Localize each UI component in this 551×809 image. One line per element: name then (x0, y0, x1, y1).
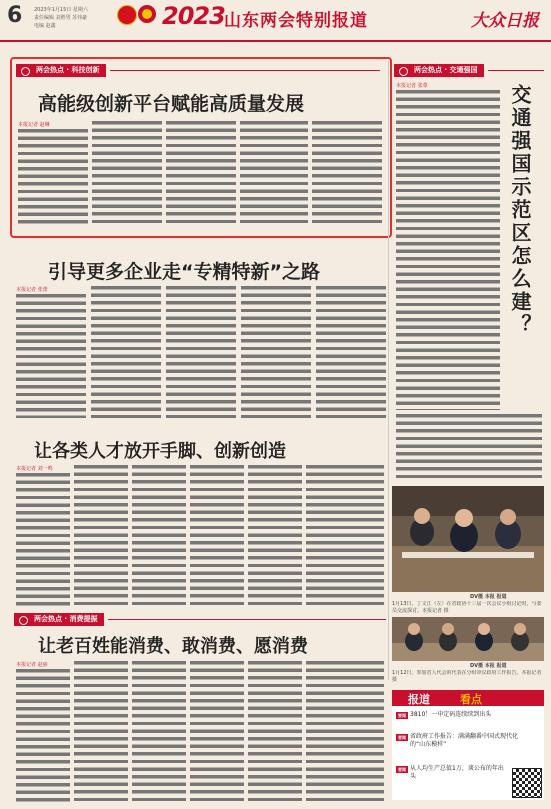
news-box-title-2: 看点 (460, 693, 482, 706)
headline-a4: 让老百姓能消费、敢消费、愿消费 (38, 636, 308, 657)
news-item-1[interactable]: 3810！一申定码连续续到出头 (410, 711, 492, 718)
cppcc-emblem-icon (138, 5, 156, 23)
a4-col3 (132, 661, 186, 803)
masthead (0, 0, 551, 42)
national-emblem-icon (117, 5, 137, 25)
a1-col4 (240, 121, 308, 227)
section-tag-consume: 两会热点 · 消费提振 (14, 613, 104, 626)
a4-col5 (248, 661, 302, 803)
tag-rule (108, 619, 386, 620)
caption-author-2: DV摄 本报 报道 (470, 663, 507, 669)
a2-col2 (91, 286, 161, 418)
byline-a2: 本报记者 张蕾 (16, 287, 48, 293)
meta-date: 2023年1月15日 星期六 (34, 7, 88, 13)
qr-code-icon[interactable] (512, 768, 542, 798)
news-item-3[interactable]: 从人均生产总值1万，谈公布的年出头 (410, 765, 504, 780)
a3-col1 (16, 473, 70, 607)
section-tag-tech: 两会热点 · 科技创新 (16, 64, 106, 77)
tag-rule (488, 70, 544, 71)
a3-col5 (248, 465, 302, 607)
meta-editors: 责任编辑 刘胜男 苏伟豪 (34, 15, 88, 21)
paper-logo: 大众日报 (471, 11, 539, 31)
byline-a3: 本报记者 刘一鸣 (16, 466, 53, 472)
a1-col2 (92, 121, 162, 227)
a4-col1 (16, 669, 70, 803)
byline-a5: 本报记者 张尊 (396, 83, 428, 89)
a2-col5 (316, 286, 386, 418)
headline-a2: 引导更多企业走“专精特新”之路 (48, 261, 320, 283)
issue-meta (34, 6, 109, 30)
news-badge-3: 要闻 (398, 767, 406, 772)
page-number: 6 (7, 3, 23, 28)
tag-rule (110, 70, 380, 71)
a3-col4 (190, 465, 244, 607)
a4-col2 (74, 661, 128, 803)
caption-2: 1月12日，参加省人代会的代表在分组审议政府工作报告。本报记者 摄 (392, 670, 542, 683)
a5-col2 (396, 414, 542, 482)
headline-a3: 让各类人才放开手脚、创新创造 (34, 441, 286, 462)
caption-author-1: DV摄 本报 报道 (470, 594, 507, 600)
a2-col1 (16, 294, 86, 418)
headline-a1: 高能级创新平台赋能高质量发展 (38, 93, 305, 115)
a4-col6 (306, 661, 384, 803)
meta-electronic-editor: 电编 赵鑫 (34, 23, 56, 29)
news-item-2[interactable]: 省政府工作报告：满满翻番中国式现代化的“山东模样” (410, 733, 519, 748)
news-box-title: 报道 (408, 693, 430, 706)
a1-col3 (166, 121, 236, 227)
meeting-photo-2 (392, 617, 544, 661)
column-divider (388, 60, 389, 680)
a3-col6 (306, 465, 384, 607)
a1-col1 (18, 129, 88, 227)
headline-a5: 交通强国示范区怎么建？ (508, 84, 532, 337)
news-badge-1: 要闻 (398, 713, 406, 718)
meeting-photo-1 (392, 486, 544, 592)
section-tag-traffic: 两会热点 · 交通强国 (394, 64, 484, 77)
a2-col4 (241, 286, 311, 418)
byline-a1: 本报记者 赵琳 (18, 122, 50, 128)
caption-1: 1月13日，丁文江（左）在省政协十三届一次会议小组讨论时，与委员交流探讨。本报记者 摄 (392, 601, 542, 614)
a3-col3 (132, 465, 186, 607)
byline-a4: 本报记者 赵丽 (16, 662, 48, 668)
masthead-title: 山东两会特别报道 (224, 11, 368, 31)
news-badge-2: 要闻 (398, 735, 406, 740)
masthead-year: 2023 (162, 2, 225, 30)
a1-col5 (312, 121, 382, 227)
a2-col3 (166, 286, 236, 418)
a4-col4 (190, 661, 244, 803)
a3-col2 (74, 465, 128, 607)
a5-col1 (396, 90, 500, 410)
